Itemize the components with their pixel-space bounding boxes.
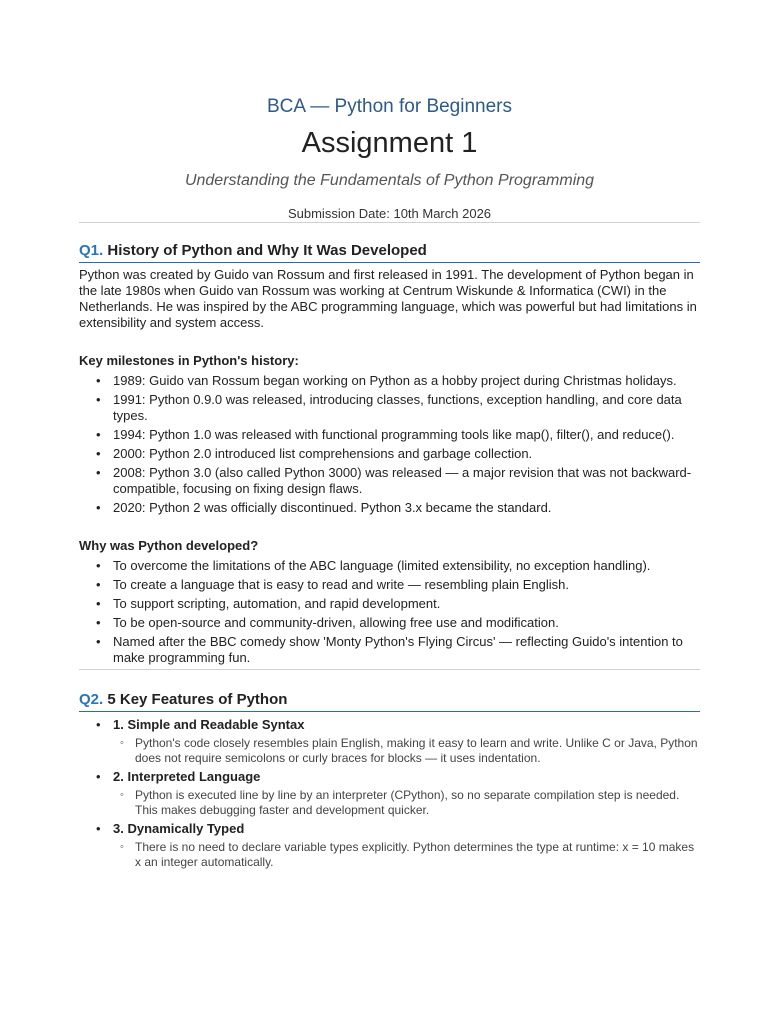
list-item: • 1994: Python 1.0 was released with functional programming tools like map(), filter(), and reduce(). [113,427,700,443]
milestones-list [79,373,700,516]
question-1-section [79,241,700,666]
feature-item [113,768,700,818]
course-title: BCA — Python for Beginners [266,96,512,117]
question-2-number: Q2. [79,691,104,708]
list-item: • To support scripting, automation, and rapid development. [113,596,700,612]
feature-detail-list [113,788,700,818]
feature-title: • 1. Simple and Readable Syntax [113,717,305,732]
divider [79,222,700,223]
question-1-title: History of Python and Why It Was Developed [107,242,427,259]
list-item: • To be open-source and community-driven, allowing free use and modification. [113,615,700,631]
list-item: • 2000: Python 2.0 introduced list comprehensions and garbage collection. [113,446,700,462]
feature-title: • 2. Interpreted Language [113,769,261,784]
question-1-number: Q1. [79,242,104,259]
list-item: • 1991: Python 0.9.0 was released, introducing classes, functions, exception handling, and core data types. [113,392,700,424]
submission-date: Submission Date: 10th March 2026 [287,206,492,221]
list-item: • To create a language that is easy to read and write — resembling plain English. [113,577,700,593]
feature-detail: ◦ There is no need to declare variable types explicitly. Python determines the type at runtime: x = 10 makes x an integer automatically. [135,840,700,870]
feature-detail-list [113,840,700,870]
document-header [79,0,700,222]
list-item: • 2008: Python 3.0 (also called Python 3000) was released — a major revision that was not backward-compatible, focusing on fixing design flaws. [113,465,700,497]
question-1-intro: Python was created by Guido van Rossum and first released in 1991. The development of Python began in the late 1980s when Guido van Rossum was working at Centrum Wiskunde & Informatica (CWI) in the Netherlands. He was inspired by the ABC programming language, which was powerful but had limitations in extensibility and system access. [79,267,697,330]
list-item: • 2020: Python 2 was officially discontinued. Python 3.x became the standard. [113,500,700,516]
question-2-heading [79,690,700,712]
feature-item [113,716,700,766]
feature-title: • 3. Dynamically Typed [113,821,245,836]
question-2-title: 5 Key Features of Python [107,691,288,708]
why-heading: Why was Python developed? [79,538,259,553]
list-item: • To overcome the limitations of the ABC language (limited extensibility, no exception handling). [113,558,700,574]
list-item: • 1989: Guido van Rossum began working on Python as a hobby project during Christmas holidays. [113,373,700,389]
why-list [79,558,700,666]
assignment-title: Assignment 1 [301,127,478,159]
feature-detail: ◦ Python's code closely resembles plain English, making it easy to learn and write. Unlike C or Java, Python does not require semicolons or curly braces for blocks — it uses indentation. [135,736,700,766]
feature-item [113,820,700,870]
features-list [79,716,700,870]
feature-detail-list [113,736,700,766]
milestones-heading: Key milestones in Python's history: [79,353,299,368]
question-2-section [79,690,700,870]
feature-detail: ◦ Python is executed line by line by an interpreter (CPython), so no separate compilation step is needed. This makes debugging faster and development quicker. [135,788,700,818]
question-1-heading [79,241,700,263]
divider [79,669,700,670]
list-item: • Named after the BBC comedy show 'Monty Python's Flying Circus' — reflecting Guido's intention to make programming fun. [113,634,700,666]
assignment-subtitle: Understanding the Fundamentals of Python Programming [184,172,595,189]
